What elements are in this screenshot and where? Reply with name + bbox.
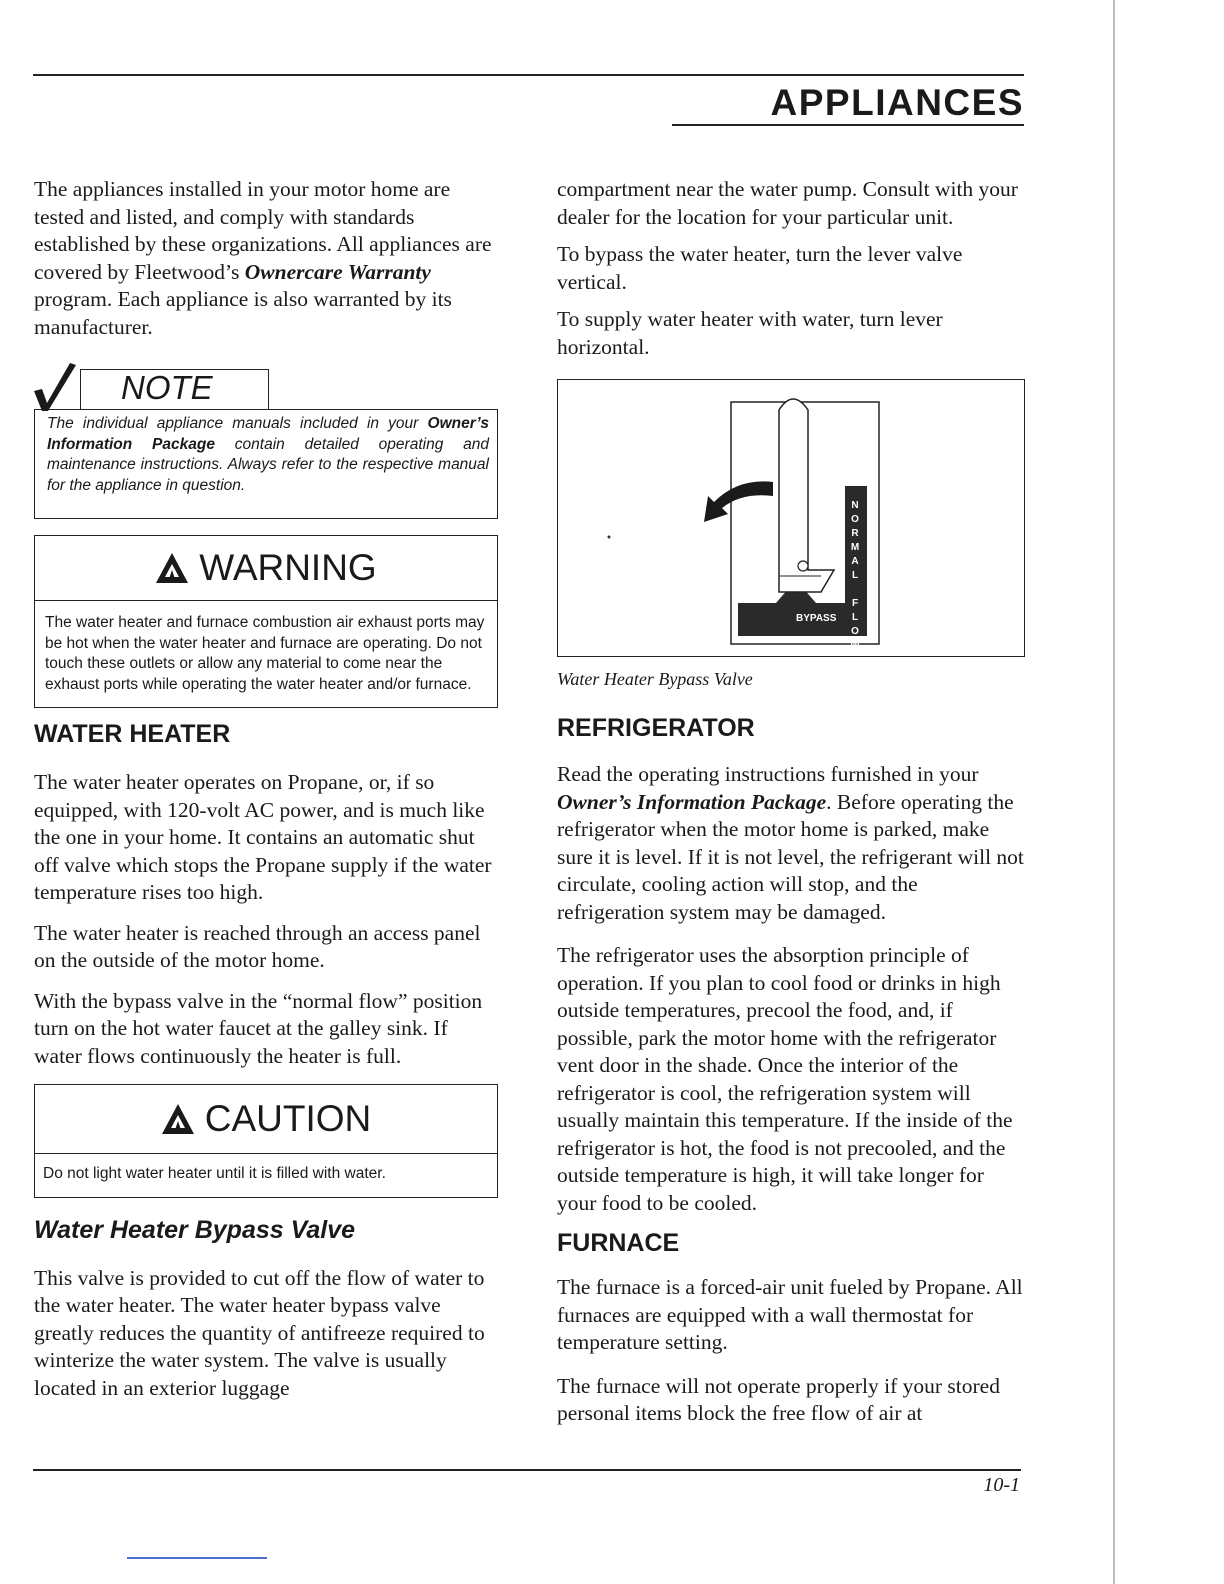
intro-paragraph: The appliances installed in your motor home are tested and listed, and comply with standards established by these organizations. All appliances are covered by Fleetwood’s Ownercare Warranty program. Each appliance is also warranted by its manufacturer. [34, 177, 492, 339]
refrigerator-p1: Read the operating instructions furnished in your Owner’s Information Package. Before operating the refrigerator when the motor home is parked, make sure it is level. If it is not level, the refrigerant will not circulate, cooling action will stop, and the refrigeration system may be damaged. [557, 762, 1024, 924]
bypass-label: BYPASS [796, 613, 837, 624]
warranty-name: Ownercare Warranty [244, 259, 431, 284]
normal-flow-letter: M [850, 542, 860, 553]
title-underline [672, 124, 1024, 126]
refrigerator-p2: The refrigerator uses the absorption principle of operation. If you plan to cool food or drinks in high outside temperatures, precool the food, and, if possible, park the motor home with the refrigerator vent door in the shade. Once the interior of the refrigerator is cool, the refrigeration system will usually maintain this temperature. If the inside of the refrigerator is hot, the food is not precooled, and the outside temperature is high, it will take longer for your food to be cooled. [557, 943, 1013, 1215]
warning-text: The water heater and furnace combustion air exhaust ports may be hot when the water heater and furnace are operating. Do not touch these outlets or allow any material to come near the exhaust ports while operating the water heater and/or furnace. [45, 614, 485, 693]
note-text: The individual appliance manuals included in your Owner’s Information Package contain detailed operating and maintenance instructions. Always refer to the respective manual for the appliance in question. [47, 415, 489, 494]
figure-caption: Water Heater Bypass Valve [557, 669, 753, 689]
package-name: Owner’s Information Package [557, 789, 827, 814]
note-tab [80, 369, 269, 410]
caution-text: Do not light water heater until it is filled with water. [43, 1165, 386, 1182]
water-heater-p3: With the bypass valve in the “normal flow” position turn on the hot water faucet at the galley sink. If water flows continuously the heater is full. [34, 988, 483, 1068]
normal-flow-letter: A [851, 556, 859, 567]
water-heater-heading: WATER HEATER [34, 720, 231, 748]
warning-label: WARNING [199, 547, 377, 588]
refrigerator-heading: REFRIGERATOR [557, 714, 755, 742]
left-column [34, 176, 496, 1402]
right-column [557, 176, 1027, 1428]
normal-flow-letter: W [850, 640, 860, 651]
normal-flow-letter: O [851, 514, 859, 525]
normal-flow-letter [846, 583, 864, 597]
normal-flow-letter: O [851, 626, 859, 637]
bypass-p1-continued: compartment near the water pump. Consult with your dealer for the location for your particular unit. [557, 177, 1018, 229]
warning-header [35, 536, 497, 601]
caution-box [34, 1084, 498, 1198]
normal-flow-letter: F [851, 598, 859, 609]
furnace-heading: FURNACE [557, 1229, 680, 1257]
bypass-p2: To bypass the water heater, turn the lever valve vertical. [557, 242, 963, 294]
bypass-valve-diagram [558, 380, 1024, 656]
bypass-p3: To supply water heater with water, turn lever horizontal. [557, 307, 943, 359]
page-number: 10-1 [983, 1474, 1020, 1496]
caution-header [35, 1085, 497, 1154]
note-body [34, 409, 498, 519]
caution-icon [161, 1103, 195, 1135]
normal-flow-letter: L [851, 570, 859, 581]
note-box [34, 361, 496, 525]
bypass-valve-figure [557, 379, 1025, 657]
bypass-p1: This valve is provided to cut off the flow of water to the water heater. The water heater bypass valve greatly reduces the quantity of antifreeze required to winterize the water system. The valve is usually located in an exterior luggage [34, 1265, 485, 1400]
furnace-p1: The furnace is a forced-air unit fueled by Propane. All furnaces are equipped with a wall thermostat for temperature setting. [557, 1275, 1023, 1354]
normal-flow-letter: R [851, 528, 859, 539]
normal-flow-label [846, 499, 864, 653]
warning-icon [155, 552, 189, 584]
page-title: APPLIANCES [770, 82, 1024, 123]
normal-flow-letter: N [851, 500, 859, 511]
warning-box [34, 535, 498, 708]
furnace-p2: The furnace will not operate properly if your stored personal items block the free flow of air at [557, 1373, 1000, 1425]
water-heater-p2: The water heater is reached through an access panel on the outside of the motor home. [34, 920, 481, 972]
note-label: NOTE [121, 369, 213, 406]
right-margin-line [1113, 0, 1115, 1584]
caution-label: CAUTION [204, 1098, 372, 1139]
normal-flow-letter: L [851, 612, 859, 623]
header-rule [33, 74, 1024, 76]
bypass-heading: Water Heater Bypass Valve [34, 1215, 356, 1244]
bottom-edge-mark [127, 1557, 267, 1559]
footer-rule [33, 1469, 1021, 1471]
water-heater-p1: The water heater operates on Propane, or, if so equipped, with 120-volt AC power, and is much like the one in your home. It contains an automatic shut off valve which stops the Propane supply if the water temperature rises too high. [34, 770, 492, 904]
